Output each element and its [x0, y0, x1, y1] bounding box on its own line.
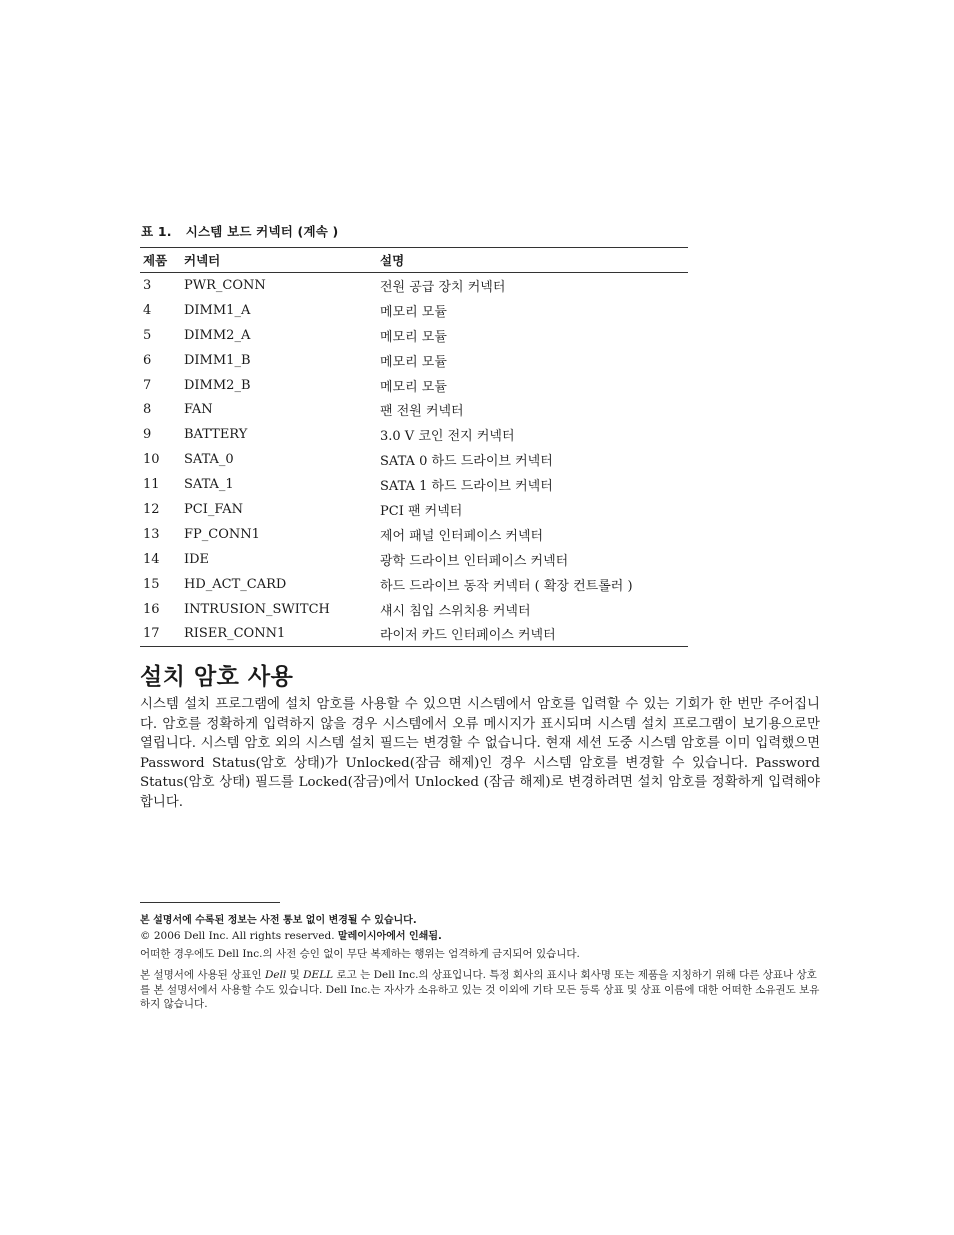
table-row — [140, 348, 688, 373]
table-row — [140, 373, 688, 398]
cell-description: 섀시 침입 스위치용 커넥터 — [380, 603, 531, 619]
cell-item: 14 — [143, 551, 160, 567]
cell-connector: INTRUSION_SWITCH — [184, 601, 330, 617]
cell-item: 4 — [143, 302, 152, 318]
cell-description: PCI 팬 커넥터 — [380, 503, 463, 519]
cell-item: 13 — [143, 526, 160, 542]
table-row — [140, 397, 688, 422]
cell-description: 전원 공급 장치 커넥터 — [380, 279, 506, 295]
table-row — [140, 497, 688, 522]
table-row — [140, 422, 688, 447]
cell-connector: FP_CONN1 — [184, 526, 260, 542]
cell-connector: BATTERY — [184, 427, 248, 443]
cell-item: 8 — [143, 402, 152, 418]
table-row — [140, 273, 688, 298]
table-row — [140, 547, 688, 572]
system-board-connector-table — [140, 247, 688, 647]
table-row — [140, 323, 688, 348]
cell-description: SATA 0 하드 드라이브 커넥터 — [380, 454, 553, 470]
table-caption-number: 표 1. — [141, 224, 172, 239]
reproduction-notice: 어떠한 경우에도 Dell Inc.의 사전 승인 없이 무단 복제하는 행위는 엄격하게 금지되어 있습니다. — [140, 948, 580, 960]
cell-item: 6 — [143, 352, 152, 368]
tm-and: 및 — [286, 969, 304, 981]
cell-connector: RISER_CONN1 — [181, 621, 377, 646]
cell-description: 하드 드라이브 동작 커넥터 ( 확장 컨트롤러 ) — [380, 578, 633, 594]
cell-item: 12 — [143, 501, 160, 517]
tm-after: 로고 는 Dell Inc.의 상표입니다. 특정 회사의 표시나 회사명 또는 제품을 지칭하기 위해 다른 상표나 상호를 본 설명서에서 사용할 수도 있습니다. Dell Inc.는 자사가 소유하고 있는 것 이외에 기타 모든 등록 상표 및 상표 이름에 대한 어떠한 소유권도 보유하지 않습니다. — [140, 969, 820, 1010]
cell-connector: SATA_1 — [184, 477, 234, 493]
cell-connector: HD_ACT_CARD — [184, 576, 287, 592]
tm-dell: Dell — [264, 969, 287, 981]
section-heading: 설치 암호 사용 — [140, 664, 294, 690]
cell-connector: FAN — [184, 402, 213, 418]
cell-connector: PCI_FAN — [184, 501, 243, 517]
trademark-notice — [140, 968, 820, 1012]
table-row — [140, 621, 688, 646]
cell-connector: DIMM1_B — [184, 352, 251, 368]
header-description: 설명 — [377, 248, 688, 273]
tm-before: 본 설명서에 사용된 상표인 — [140, 969, 265, 981]
table-caption — [141, 222, 338, 240]
cell-description: 광학 드라이브 인터페이스 커넥터 — [380, 553, 569, 569]
cell-item: 15 — [143, 576, 160, 592]
cell-connector: DIMM1_A — [184, 302, 251, 318]
cell-description: 라이저 카드 인터페이스 커넥터 — [377, 621, 688, 646]
cell-item: 11 — [143, 477, 160, 493]
table-row — [140, 447, 688, 472]
cell-connector: PWR_CONN — [184, 277, 266, 293]
header-item: 제품 — [140, 248, 181, 273]
tm-dell-logo: DELL — [303, 969, 334, 981]
cell-item: 16 — [143, 601, 160, 617]
table-row — [140, 522, 688, 547]
table-row — [140, 572, 688, 597]
copyright-line — [140, 929, 820, 944]
cell-item: 9 — [143, 427, 152, 443]
change-notice: 본 설명서에 수록된 정보는 사전 통보 없이 변경될 수 있습니다. — [140, 915, 417, 926]
cell-item: 7 — [143, 377, 152, 393]
cell-description: 메모리 모듈 — [380, 304, 447, 320]
cell-description: 메모리 모듈 — [380, 379, 447, 395]
footnote-divider — [140, 902, 280, 903]
cell-connector: SATA_0 — [184, 452, 234, 468]
cell-description: 메모리 모듈 — [380, 329, 447, 345]
cell-description: 메모리 모듈 — [380, 354, 447, 370]
cell-item: 5 — [143, 327, 152, 343]
header-connector: 커넥터 — [181, 248, 377, 273]
cell-connector: DIMM2_B — [184, 377, 251, 393]
table-header-row — [140, 248, 688, 273]
table-row — [140, 597, 688, 622]
table-row — [140, 298, 688, 323]
cell-description: 팬 전원 커넥터 — [380, 404, 464, 420]
cell-description: SATA 1 하드 드라이브 커넥터 — [380, 479, 553, 495]
section-paragraph: 시스템 설치 프로그램에 설치 암호를 사용할 수 있으면 시스템에서 암호를 입력할 수 있는 기회가 한 번만 주어집니다. 암호를 정확하게 입력하지 않을 경우 시스템에서 오류 메시지가 표시되며 시스템 설치 프로그램이 보기용으로만 열립니다. 시스템 암호 외의 시스템 설치 필드는 변경할 수 없습니다. 현재 세션 도중 시스템 암호를 이미 입력했으면 Password Status(암호 상태)가 Unlocked(잠금 해제)인 경우 시스템 암호를 변경할 수 있습니다. Password Status(암호 상태) 필드를 Locked(잠금)에서 Unlocked (잠금 해제)로 변경하려면 설치 암호를 정확하게 입력해야 합니다. — [140, 697, 820, 810]
cell-description: 3.0 V 코인 전지 커넥터 — [380, 429, 515, 445]
cell-item: 17 — [140, 621, 181, 646]
printed-in-text: 말레이시아에서 인쇄됨. — [337, 931, 442, 942]
cell-connector: DIMM2_A — [184, 327, 251, 343]
table-row — [140, 472, 688, 497]
table-caption-title: 시스템 보드 커넥터 (계속 ) — [185, 224, 339, 239]
cell-item: 10 — [143, 452, 160, 468]
cell-description: 제어 패널 인터페이스 커넥터 — [380, 528, 544, 544]
copyright-text: © 2006 Dell Inc. All rights reserved. — [140, 930, 335, 942]
cell-connector: IDE — [184, 551, 210, 567]
cell-item: 3 — [143, 277, 152, 293]
